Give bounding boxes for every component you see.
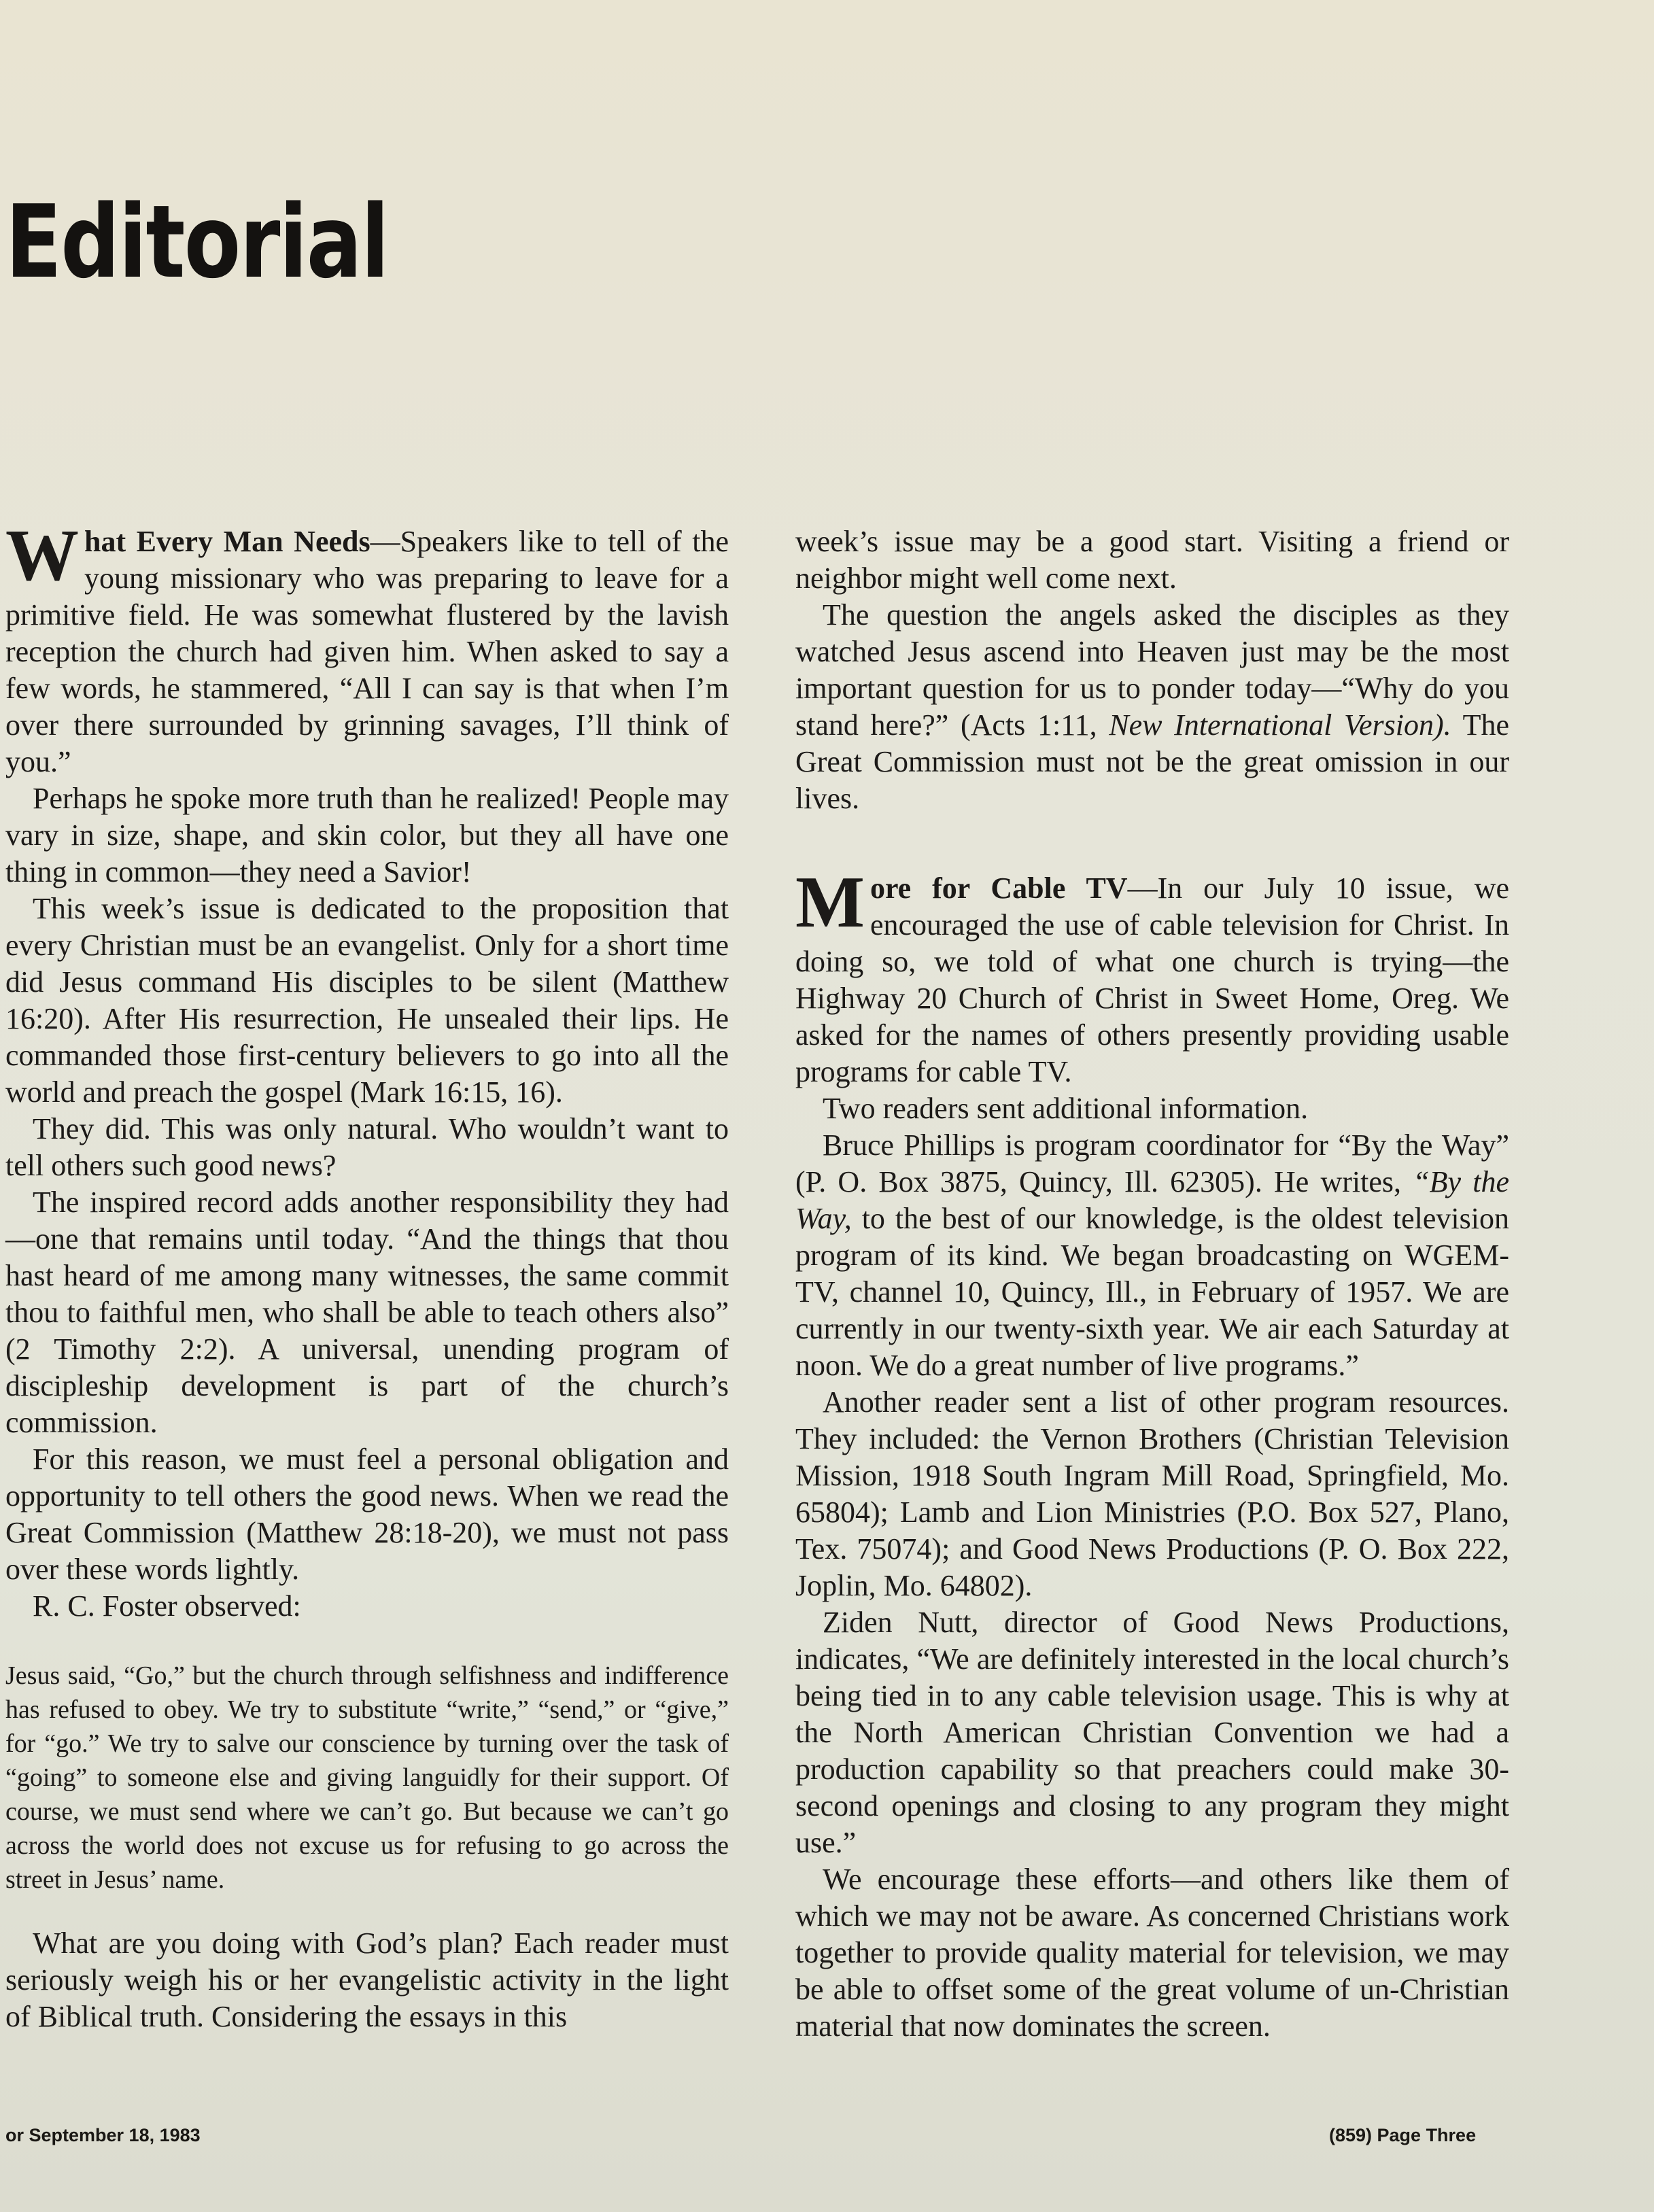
paragraph: Perhaps he spoke more truth than he realized! People may vary in size, shape, and skin color, but they all have one thing in common—they need a Savior!: [5, 782, 729, 888]
italic-reference: New International Version).: [1109, 708, 1451, 742]
paragraph: We encourage these efforts—and others like them of which we may not be aware. As concerned Christians work together to provide quality material for television, we may be able to offset some of the great volume of un-Christian material that now dominates the screen.: [795, 1863, 1509, 2043]
paragraph: R. C. Foster observed:: [33, 1589, 301, 1623]
section-heading: ore for Cable TV: [869, 871, 1128, 905]
section-heading: hat Every Man Needs: [84, 525, 371, 558]
paragraph: [795, 1127, 1509, 1384]
paragraph: This week’s issue is dedicated to the proposition that every Christian must be an evangelist. Only for a short time did Jesus command His disciples to be silent (Matthew 16:20). After His resurrection, He unsealed their lips. He commanded those first-century believers to go into all the world and preach the gospel (Mark 16:15, 16).: [5, 892, 729, 1109]
paragraph: Two readers sent additional information.: [823, 1092, 1309, 1125]
paragraph-text: Bruce Phillips is program coordinator for “By the Way” (P. O. Box 3875, Quincy, Ill. 62305). He writes,: [795, 1128, 1509, 1198]
intro-text: —Speakers like to tell of the young missionary who was preparing to leave for a primitive field. He was somewhat flustered by the lavish reception the church had given him. When asked to say a few words, he stammered, “All I can say is that when I’m over there surrounded by grinning savages, I’ll think of you.”: [5, 525, 729, 778]
section-text: —In our July 10 issue, we encouraged the use of cable television for Christ. In doing so, we told of what one church is trying—the Highway 20 Church of Christ in Sweet Home, Oreg. We asked for the names of others presently providing usable programs for cable TV.: [795, 871, 1509, 1088]
paragraph: Ziden Nutt, director of Good News Productions, indicates, “We are definitely interested in the local church’s being tied in to any cable television usage. This is why at the North American Christian Convention we had a production capability so that preachers could make 30-second openings and closing to any program they might use.”: [795, 1606, 1509, 1859]
drop-cap: W: [5, 515, 79, 596]
section-gap: [795, 817, 1509, 870]
paragraph: The inspired record adds another responsibility they had—one that remains until today. “And the things that thou hast heard of me among many witnesses, the same commit thou to faithful men, who shall be able to teach others also” (2 Timothy 2:2). A universal, unending program of discipleship development is part of the church’s commission.: [5, 1186, 729, 1439]
paragraph-text: The Great Commission must not be the great omission in our lives.: [795, 708, 1509, 815]
paragraph: week’s issue may be a good start. Visiting a friend or neighbor might well come next.: [795, 525, 1509, 595]
footer-date: or September 18, 1983: [5, 2125, 201, 2145]
intro-paragraph: [5, 515, 729, 780]
paragraph: What are you doing with God’s plan? Each reader must seriously weigh his or her evangelistic activity in the light of Biblical truth. Considering the essays in this: [5, 1926, 729, 2033]
italic-title: “By the Way,: [795, 1165, 1509, 1235]
block-quote: Jesus said, “Go,” but the church through selfishness and indifference has refused to obey. We try to substitute “write,” “send,” or “give,” for “go.” We try to salve our conscience by turning over the task of “going” to someone else and giving languidly for their support. Of course, we must send where we can’t go. But because we can’t go across the world does not excuse us for refusing to go across the street in Jesus’ name.: [5, 1661, 729, 1894]
paragraph: For this reason, we must feel a personal obligation and opportunity to tell others the good news. When we read the Great Commission (Matthew 28:18-20), we must not pass over these words lightly.: [5, 1442, 729, 1586]
paragraph: Another reader sent a list of other program resources. They included: the Vernon Brothers (Christian Television Mission, 1918 South Ingram Mill Road, Springfield, Mo. 65804); Lamb and Lion Ministries (P.O. Box 527, Plano, Tex. 75074); and Good News Productions (P. O. Box 222, Joplin, Mo. 64802).: [795, 1385, 1509, 1602]
page-title: Editorial: [5, 184, 388, 300]
paragraph: [795, 597, 1509, 817]
footer-page-number: (859) Page Three: [1329, 2125, 1477, 2145]
paragraph: They did. This was only natural. Who wouldn’t want to tell others such good news?: [5, 1112, 729, 1182]
drop-cap: M: [795, 862, 865, 943]
paragraph-text: to the best of our knowledge, is the oldest television program of its kind. We began broadcasting on WGEM-TV, channel 10, Quincy, Ill., in February of 1957. We are currently in our twenty-sixth year. We air each Saturday at noon. We do a great number of live programs.”: [795, 1202, 1509, 1382]
section-paragraph: [795, 862, 1509, 1090]
left-column: [5, 515, 729, 2035]
paragraph-text: The question the angels asked the disciples as they watched Jesus ascend into Heaven just may be the most important question for us to ponder today—“Why do you stand here?” (Acts 1:11,: [795, 598, 1509, 742]
right-column: [795, 523, 1509, 2045]
